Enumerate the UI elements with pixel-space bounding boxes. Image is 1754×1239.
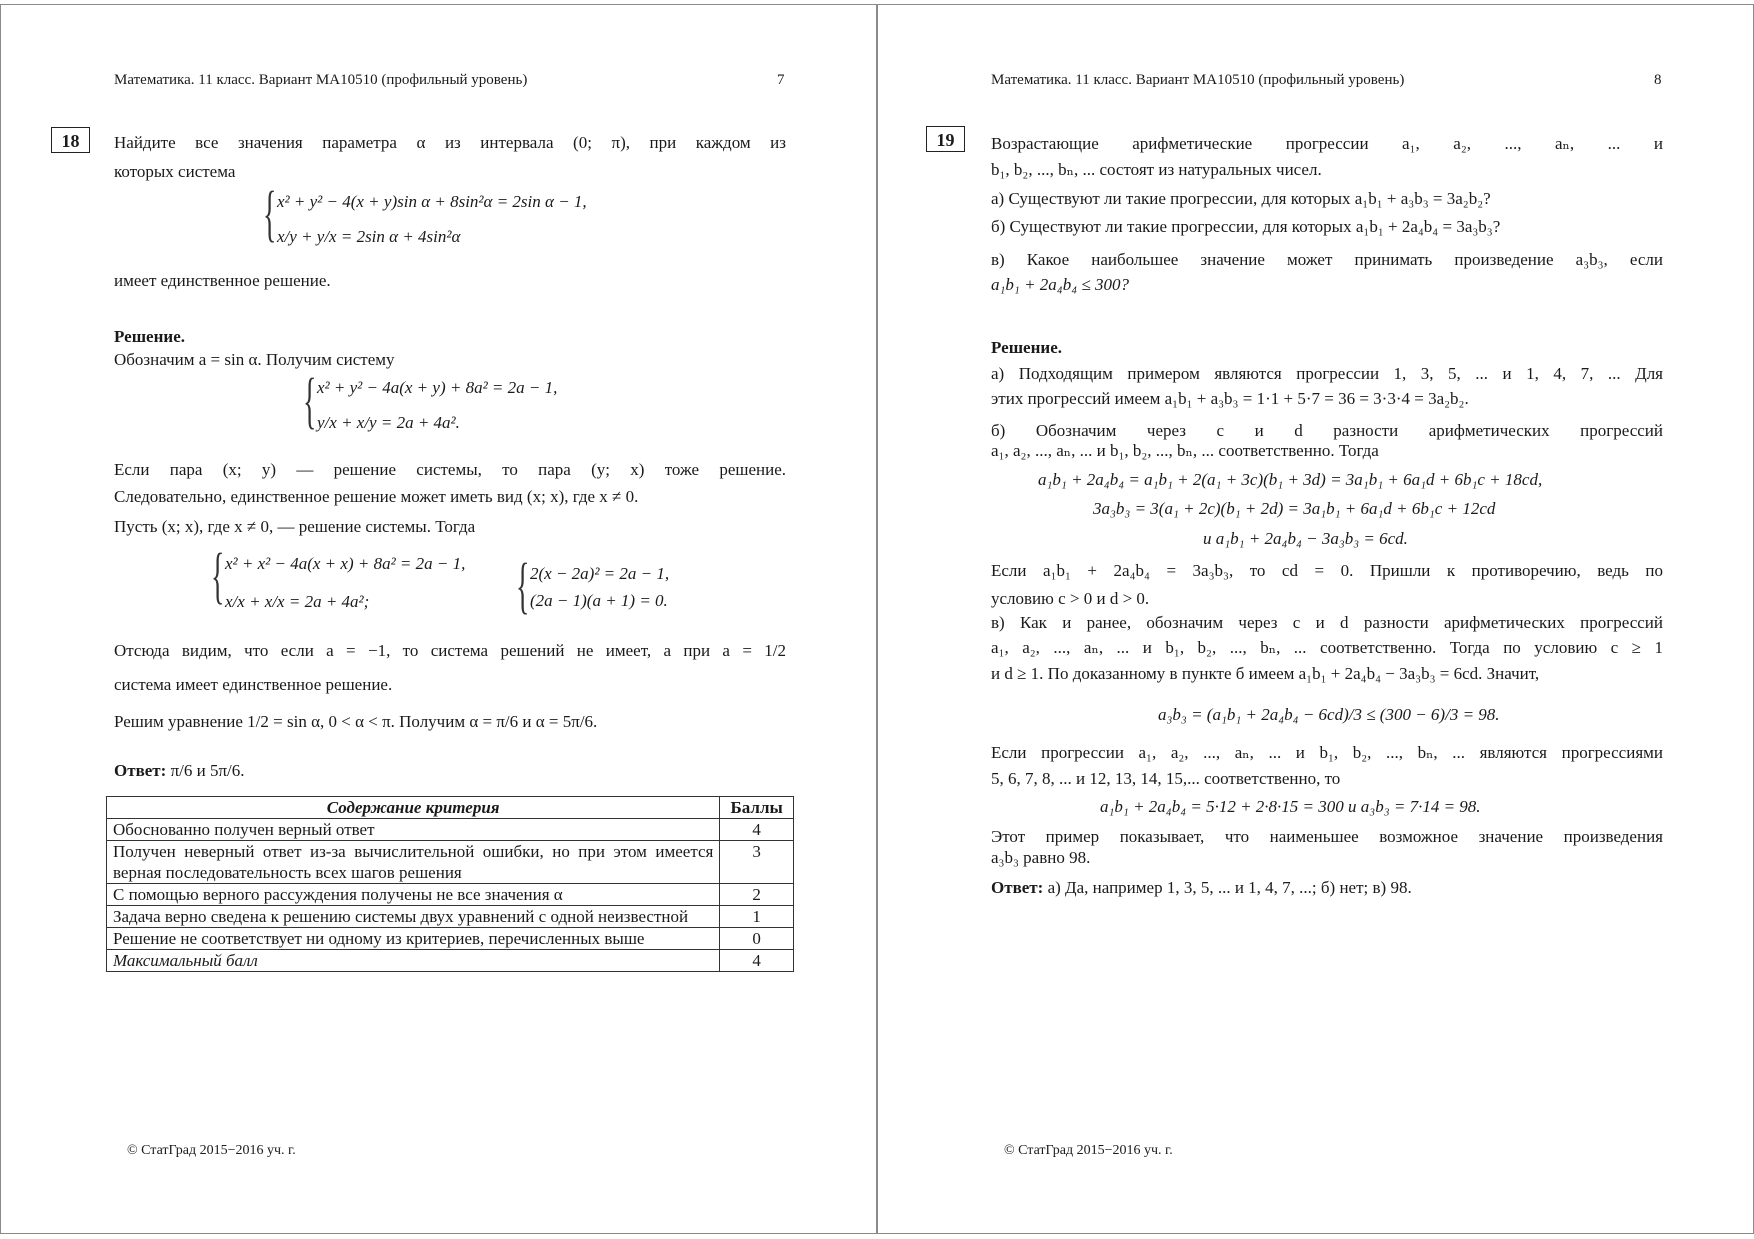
table-row — [107, 819, 794, 841]
equation: 3a₃b₃ = 3(a₁ + 2c)(b₁ + 2d) = 3a₁b₁ + 6a₁d + 6b₁c + 12cd — [1093, 499, 1496, 518]
max-label-cell: Максимальный балл — [107, 950, 720, 972]
system-equation: x² + y² − 4a(x + y) + 8a² = 2a − 1, — [317, 378, 558, 397]
solution-text: a₃b₃ равно 98. — [991, 848, 1091, 867]
solution-text: Если прогрессии a₁, a₂, ..., aₙ, ... и b₁, b₂, ..., bₙ, ... являются прогрессиями — [991, 743, 1663, 762]
table-row — [107, 884, 794, 906]
solution-text: a₁, a₂, ..., aₙ, ... и b₁, b₂, ..., bₙ, ... соответственно. Тогда — [991, 441, 1379, 460]
solution-text: a₁, a₂, ..., aₙ, ... и b₁, b₂, ..., bₙ, ... соответственно. Тогда по условию c ≥ 1 — [991, 638, 1663, 657]
page-right — [877, 4, 1754, 1234]
statement-line: б) Существуют ли такие прогрессии, для которых a₁b₁ + 2a₄b₄ = 3a₃b₃? — [991, 217, 1501, 236]
solution-text: Если пара (x; y) — решение системы, то пара (y; x) тоже решение. — [114, 460, 786, 479]
system-equation: (2a − 1)(a + 1) = 0. — [530, 591, 668, 610]
table-row — [107, 906, 794, 928]
statement-line: Найдите все значения параметра α из интервала (0; π), при каждом из — [114, 133, 786, 152]
copyright: © СтатГрад 2015−2016 уч. г. — [127, 1143, 296, 1158]
statement-line: a₁b₁ + 2a₄b₄ ≤ 300? — [991, 275, 1129, 294]
statement-line: b₁, b₂, ..., bₙ, ... состоят из натуральных чисел. — [991, 160, 1322, 179]
answer-text: π/6 и 5π/6. — [170, 761, 245, 780]
header-criterion: Содержание критерия — [107, 797, 720, 819]
points-cell: 1 — [720, 906, 794, 928]
solution-text: 5, 6, 7, 8, ... и 12, 13, 14, 15,... соответственно, то — [991, 769, 1341, 788]
table-max-row — [107, 950, 794, 972]
system-brace: { — [303, 367, 317, 435]
system-equation: 2(x − 2a)² = 2a − 1, — [530, 564, 670, 583]
points-cell: 0 — [720, 928, 794, 950]
max-points-cell: 4 — [720, 950, 794, 972]
answer-text: а) Да, например 1, 3, 5, ... и 1, 4, 7, ...; б) нет; в) 98. — [1047, 878, 1412, 897]
criteria-table — [106, 796, 794, 972]
statement-line: а) Существуют ли такие прогрессии, для которых a₁b₁ + a₃b₃ = 3a₂b₂? — [991, 189, 1491, 208]
table-row — [107, 841, 794, 884]
answer-label: Ответ: — [991, 878, 1044, 897]
solution-text: и d ≥ 1. По доказанному в пункте б имеем a₁b₁ + 2a₄b₄ − 3a₃b₃ = 6cd. Значит, — [991, 664, 1540, 683]
answer — [114, 761, 245, 781]
system-brace: { — [211, 542, 225, 610]
equation: и a₁b₁ + 2a₄b₄ − 3a₃b₃ = 6cd. — [1203, 529, 1408, 548]
page-left — [0, 4, 877, 1234]
system-equation: x² + y² − 4(x + y)sin α + 8sin²α = 2sin α − 1, — [277, 192, 587, 211]
solution-text: Пусть (x; x), где x ≠ 0, — решение системы. Тогда — [114, 517, 476, 536]
solution-text: Следовательно, единственное решение может иметь вид (x; x), где x ≠ 0. — [114, 487, 639, 506]
table-row — [107, 928, 794, 950]
page-number: 7 — [777, 72, 785, 88]
page-header: Математика. 11 класс. Вариант МА10510 (профильный уровень) — [114, 72, 528, 88]
system-equation: y/x + x/y = 2a + 4a². — [317, 413, 460, 432]
statement-line: в) Какое наибольшее значение может принимать произведение a₃b₃, если — [991, 250, 1663, 269]
solution-text: Если a₁b₁ + 2a₄b₄ = 3a₃b₃, то cd = 0. Пришли к противоречию, ведь по — [991, 561, 1663, 580]
system-brace: { — [263, 180, 277, 248]
solution-text: Отсюда видим, что если a = −1, то система решений не имеет, а при a = 1/2 — [114, 641, 786, 660]
answer — [991, 878, 1412, 898]
task-number-box: 18 — [51, 127, 90, 153]
statement-line: Возрастающие арифметические прогрессии a₁, a₂, ..., aₙ, ... и — [991, 134, 1663, 153]
criterion-cell: С помощью верного рассуждения получены не все значения α — [107, 884, 720, 906]
points-cell: 2 — [720, 884, 794, 906]
solution-text: этих прогрессий имеем a₁b₁ + a₃b₃ = 1·1 + 5·7 = 36 = 3·3·4 = 3a₂b₂. — [991, 389, 1469, 408]
points-cell: 3 — [720, 841, 794, 884]
statement-end: имеет единственное решение. — [114, 271, 331, 290]
criterion-cell: Обоснованно получен верный ответ — [107, 819, 720, 841]
points-cell: 4 — [720, 819, 794, 841]
solution-text: а) Подходящим примером являются прогрессии 1, 3, 5, ... и 1, 4, 7, ... Для — [991, 364, 1663, 383]
system-equation: x/x + x/x = 2a + 4a²; — [225, 592, 370, 611]
solution-text: Этот пример показывает, что наименьшее возможное значение произведения — [991, 827, 1663, 846]
statement-line: которых система — [114, 162, 236, 181]
page-number: 8 — [1654, 72, 1662, 88]
header-points: Баллы — [720, 797, 794, 819]
solution-text: Решим уравнение 1/2 = sin α, 0 < α < π. Получим α = π/6 и α = 5π/6. — [114, 712, 598, 731]
copyright: © СтатГрад 2015−2016 уч. г. — [1004, 1143, 1173, 1158]
table-header-row — [107, 797, 794, 819]
equation: a₁b₁ + 2a₄b₄ = a₁b₁ + 2(a₁ + 3c)(b₁ + 3d) = 3a₁b₁ + 6a₁d + 6b₁c + 18cd, — [1038, 470, 1543, 489]
criterion-cell: Задача верно сведена к решению системы двух уравнений с одной неизвестной — [107, 906, 720, 928]
answer-label: Ответ: — [114, 761, 167, 780]
system-equation: x/y + y/x = 2sin α + 4sin²α — [277, 227, 461, 246]
solution-text: условию c > 0 и d > 0. — [991, 589, 1150, 608]
equation: a₁b₁ + 2a₄b₄ = 5·12 + 2·8·15 = 300 и a₃b₃ = 7·14 = 98. — [1100, 797, 1481, 816]
solution-text: система имеет единственное решение. — [114, 675, 393, 694]
solution-text: в) Как и ранее, обозначим через c и d разности арифметических прогрессий — [991, 613, 1663, 632]
system-brace: { — [516, 552, 530, 620]
solution-text: Обозначим a = sin α. Получим систему — [114, 350, 395, 369]
task-number-box: 19 — [926, 126, 965, 152]
criterion-cell: Получен неверный ответ из-за вычислительной ошибки, но при этом имеется верная последовательность всех шагов решения — [107, 841, 720, 884]
system-equation: x² + x² − 4a(x + x) + 8a² = 2a − 1, — [225, 554, 466, 573]
solution-text: б) Обозначим через c и d разности арифметических прогрессий — [991, 421, 1663, 440]
page-header: Математика. 11 класс. Вариант МА10510 (профильный уровень) — [991, 72, 1405, 88]
criterion-cell: Решение не соответствует ни одному из критериев, перечисленных выше — [107, 928, 720, 950]
solution-title: Решение. — [114, 327, 185, 346]
equation: a₃b₃ = (a₁b₁ + 2a₄b₄ − 6cd)/3 ≤ (300 − 6)/3 = 98. — [1158, 705, 1500, 724]
solution-title: Решение. — [991, 338, 1062, 357]
